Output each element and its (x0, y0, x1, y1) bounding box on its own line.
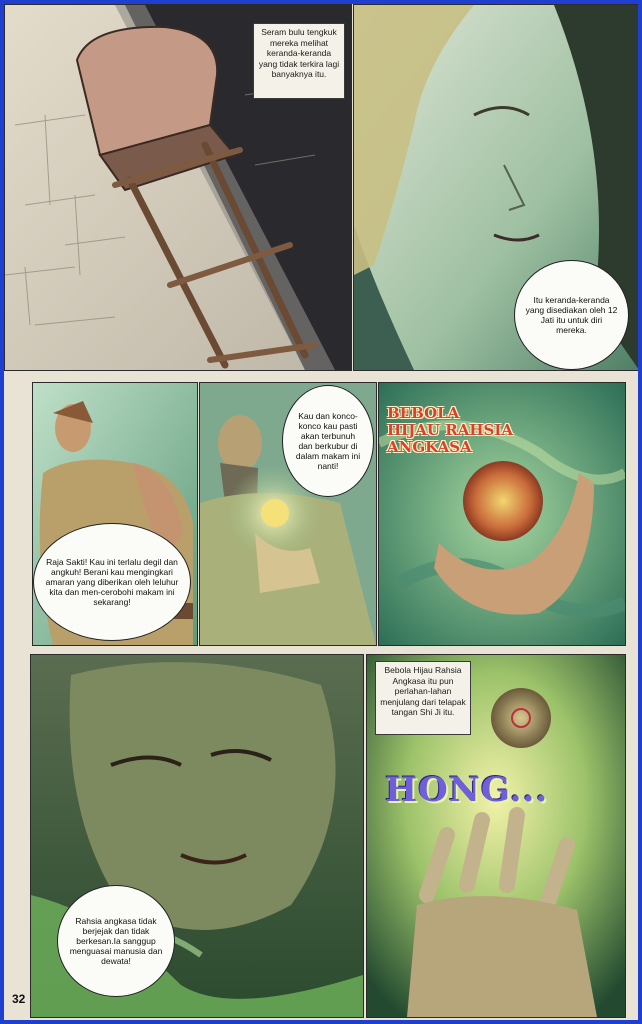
panel-orb-rising (366, 654, 626, 1018)
page-number: 32 (12, 992, 26, 1006)
sound-effect-text: HONG... (385, 770, 549, 810)
panel-warrior (32, 382, 198, 646)
panel-title-sfx: BEBOLA HIJAU RAHSIA ANGKASA (387, 404, 513, 456)
panel-coffin-wall (4, 4, 352, 371)
speech-bubble: Kau dan konco-konco kau pasti akan terbunuh dan berkubur di dalam makam ini nanti! (282, 385, 374, 497)
narration-caption: Seram bulu tengkuk mereka melihat keranda-keranda yang tidak terkira lagi banyaknya itu. (253, 23, 345, 99)
speech-bubble: Raja Sakti! Kau ini terlalu degil dan angkuh! Berani kau mengingkari amaran yang diberikan oleh leluhur kita dan men-cerobohi makam ini sekarang! (33, 523, 191, 641)
speech-bubble: Itu keranda-keranda yang disediakan oleh 12 Jati itu untuk diri mereka. (514, 260, 629, 370)
speech-bubble: Rahsia angkasa tidak berjejak dan tidak berkesan.Ia sanggup menguasai manusia dan dewata! (57, 885, 175, 997)
floating-orb (491, 688, 551, 748)
glowing-orb (463, 461, 543, 541)
panel-villain-closeup (30, 654, 364, 1018)
panel-orb-hand (378, 382, 626, 646)
panel-sorcerer (199, 382, 377, 646)
narration-caption: Bebola Hijau Rahsia Angkasa itu pun perlahan-lahan menjulang dari telapak tangan Shi Ji itu. (375, 661, 471, 735)
comic-page (4, 4, 638, 1020)
panel-face-closeup (353, 4, 638, 371)
